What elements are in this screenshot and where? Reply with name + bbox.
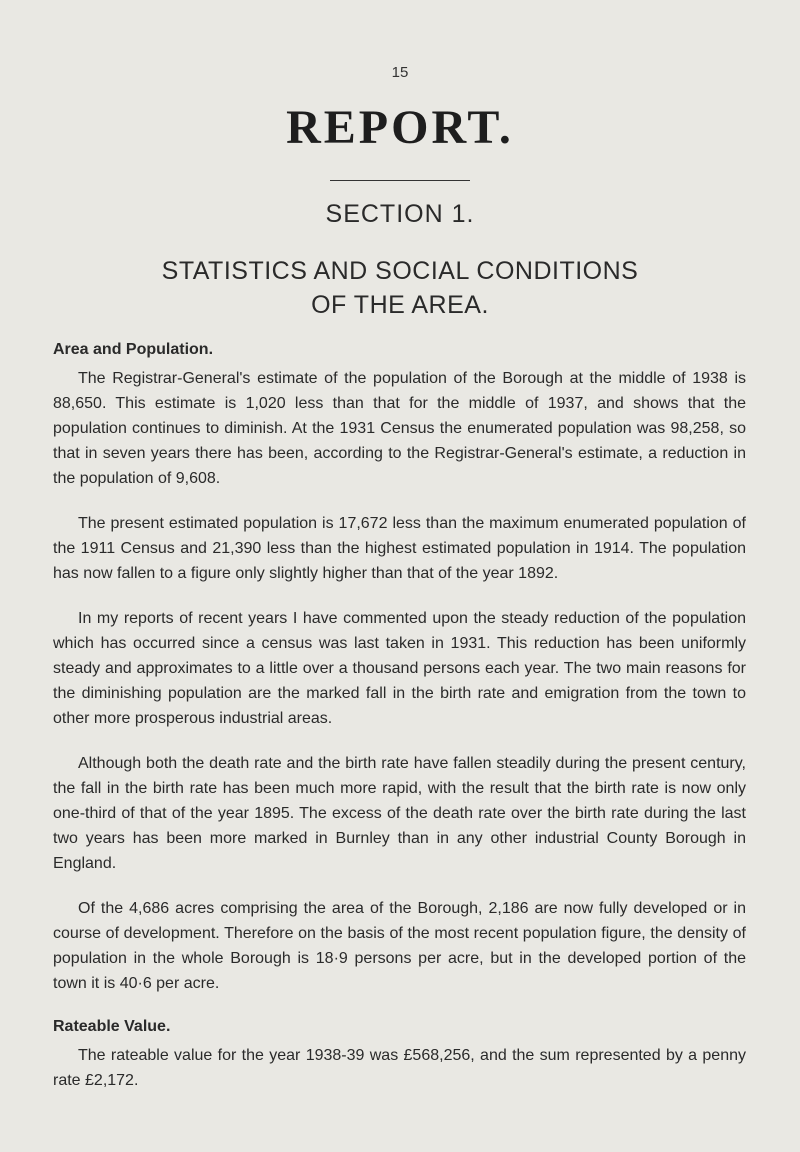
paragraph: The rateable value for the year 1938-39 was £568,256, and the sum represented by a penny rate £2,172. — [53, 1047, 746, 1089]
paragraph: The Registrar-General's estimate of the population of the Borough at the middle of 1938 is 88,650. This estimate is 1,020 less than that for the middle of 1937, and shows that the population continues to diminish. At the 1931 Census the enumerated population was 98,258, so that in seven years there has been, according to the Registrar-General's estimate, a reduction in the population of 9,608. — [53, 370, 746, 487]
report-title: REPORT. — [286, 101, 514, 154]
title-divider — [330, 180, 470, 181]
area-population-heading: Area and Population. — [53, 341, 214, 358]
section-heading-line-2: OF THE AREA. — [311, 291, 489, 319]
page-number: 15 — [391, 64, 409, 81]
paragraph: Of the 4,686 acres comprising the area of the Borough, 2,186 are now fully developed or in course of development. Therefore on the basis of the most recent population figure, the density of population in the whole Borough is 18·9 persons per acre, but in the developed portion of the town it is 40·6 per acre. — [53, 900, 746, 992]
section-heading — [0, 254, 800, 322]
paragraph: Although both the death rate and the birth rate have fallen steadily during the present century, the fall in the birth rate has been much more rapid, with the result that the birth rate is now only one-third of that of the year 1895. The excess of the death rate over the birth rate during the last two years has been more marked in Burnley than in any other industrial County Borough in England. — [53, 755, 746, 872]
paragraph: In my reports of recent years I have commented upon the steady reduction of the population which has occurred since a census was last taken in 1931. This reduction has been uniformly steady and approximates to a little over a thousand persons each year. The two main reasons for the diminishing population are the marked fall in the birth rate and emigration from the town to other more prosperous industrial areas. — [53, 610, 746, 727]
report-body — [53, 337, 746, 1113]
section-label: SECTION 1. — [325, 200, 475, 228]
paragraph: The present estimated population is 17,672 less than the maximum enumerated population of the 1911 Census and 21,390 less than the highest estimated population in 1914. The population has now fallen to a figure only slightly higher than that of the year 1892. — [53, 515, 746, 582]
rateable-value-heading: Rateable Value. — [53, 1018, 171, 1035]
section-heading-line-1: STATISTICS AND SOCIAL CONDITIONS — [161, 257, 639, 285]
